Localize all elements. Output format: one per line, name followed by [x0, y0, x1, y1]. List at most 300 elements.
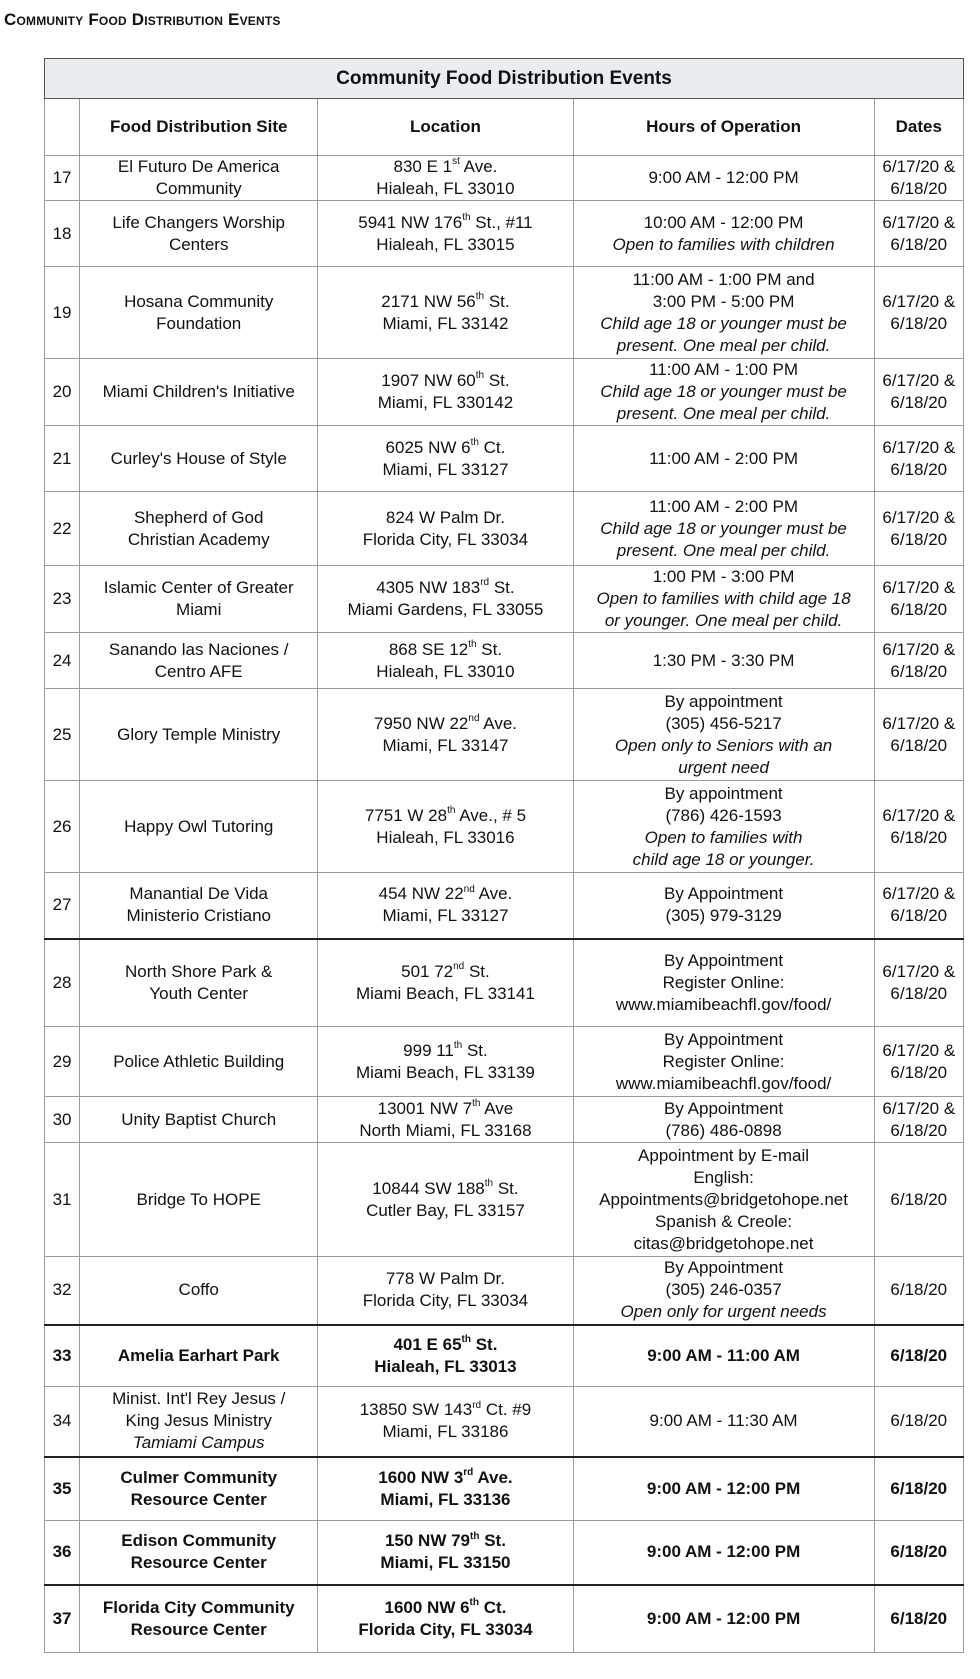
site-cell [80, 873, 318, 939]
site-name-line: Happy Owl Tutoring [124, 816, 274, 836]
address-street: 501 72 [401, 961, 454, 981]
site-name-line: El Futuro De America [117, 157, 280, 176]
table-row [45, 1097, 964, 1143]
date-line: 6/17/20 & [882, 639, 956, 659]
address-line [320, 291, 570, 313]
address-line [320, 713, 570, 735]
hours-line: 3:00 PM - 5:00 PM [652, 291, 795, 311]
address-line [320, 1268, 570, 1290]
hours-line: By appointment [664, 691, 783, 711]
site-cell [80, 1457, 318, 1521]
table-row [45, 939, 964, 1027]
hours-cell [573, 1325, 874, 1387]
site-name-line: Curley's House of Style [110, 448, 287, 468]
address-street-rest: St. [479, 1531, 506, 1551]
hours-line: 11:00 AM - 2:00 PM [649, 448, 799, 468]
hours-line: 10:00 AM - 12:00 PM [643, 212, 804, 232]
location-cell [318, 426, 573, 492]
table-body [45, 156, 964, 1653]
ordinal-suffix: th [447, 804, 456, 816]
row-number: 31 [45, 1143, 80, 1257]
address-city: Hialeah, FL 33016 [376, 827, 515, 847]
hours-line: By Appointment [664, 1098, 784, 1118]
hours-cell [573, 1143, 874, 1257]
address-street: 830 E 1 [393, 157, 453, 176]
row-number: 24 [45, 633, 80, 689]
hours-cell [573, 1387, 874, 1457]
ordinal-suffix: rd [480, 577, 490, 589]
table-row [45, 359, 964, 426]
hours-line: Open to families with children [612, 234, 835, 254]
row-number: 27 [45, 873, 80, 939]
site-cell [80, 689, 318, 781]
site-name-line: Sanando las Naciones / [108, 639, 289, 659]
date-line: 6/17/20 & [882, 291, 956, 311]
address-street-rest: Ave. [479, 713, 518, 733]
date-line: 6/18/20 [890, 529, 948, 549]
site-name-line: Centers [168, 234, 229, 254]
address-city: Miami, FL 33147 [382, 735, 509, 755]
address-city: Florida City, FL 33034 [362, 1291, 529, 1311]
hours-cell [573, 633, 874, 689]
site-name-line: Edison Community [121, 1531, 277, 1551]
dates-cell [874, 1325, 963, 1387]
dates-cell [874, 1521, 963, 1585]
site-name-line: Glory Temple Ministry [117, 724, 281, 744]
table-title: Community Food Distribution Events [45, 59, 964, 99]
hours-cell [573, 426, 874, 492]
table-row [45, 1325, 964, 1387]
row-number: 37 [45, 1585, 80, 1653]
dates-cell [874, 492, 963, 566]
hours-cell [573, 1457, 874, 1521]
dates-cell [874, 939, 963, 1027]
date-line: 6/18/20 [890, 661, 948, 681]
site-name-line: Youth Center [149, 983, 249, 1003]
date-line: 6/17/20 & [882, 713, 956, 733]
table-row [45, 1257, 964, 1325]
row-number: 22 [45, 492, 80, 566]
ordinal-suffix: th [468, 638, 477, 650]
table-row [45, 1585, 964, 1653]
address-city: Hialeah, FL 33010 [376, 661, 515, 681]
address-street-rest: Ave. [459, 157, 498, 176]
ordinal-suffix: th [484, 1177, 494, 1189]
hours-line: 9:00 AM - 11:00 AM [647, 1345, 800, 1365]
site-cell [80, 1585, 318, 1653]
address-street: 13850 SW 143 [359, 1400, 473, 1420]
address-city: Miami Beach, FL 33141 [355, 983, 535, 1003]
row-number: 33 [45, 1325, 80, 1387]
site-cell [80, 1325, 318, 1387]
site-name-line: Hosana Community [124, 291, 274, 311]
row-number: 23 [45, 566, 80, 633]
hours-line: (786) 486-0898 [665, 1120, 782, 1140]
row-number: 35 [45, 1457, 80, 1521]
hours-cell [573, 201, 874, 267]
date-line: 6/17/20 & [882, 1040, 956, 1060]
ordinal-suffix: th [470, 1530, 480, 1542]
site-cell [80, 1387, 318, 1457]
location-cell [318, 201, 573, 267]
dates-cell [874, 426, 963, 492]
hours-cell [573, 1257, 874, 1325]
row-number: 18 [45, 201, 80, 267]
col-header-dates: Dates [874, 99, 963, 156]
site-name-line: Resource Center [130, 1619, 267, 1639]
site-name-line: Centro AFE [154, 661, 243, 681]
dates-cell [874, 201, 963, 267]
site-name-line: Unity Baptist Church [121, 1109, 277, 1129]
row-number: 28 [45, 939, 80, 1027]
hours-line: Register Online: [662, 1051, 785, 1071]
date-line: 6/18/20 [890, 1280, 948, 1300]
site-cell [80, 1027, 318, 1097]
hours-line: Register Online: [662, 972, 785, 992]
address-street-rest: St. [484, 371, 510, 390]
hours-line: 9:00 AM - 12:00 PM [646, 1478, 801, 1498]
address-line [320, 1040, 570, 1062]
address-street: 150 NW 79 [384, 1531, 471, 1551]
hours-line: www.miamibeachfl.gov/food/ [615, 1073, 832, 1093]
address-city: Miami, FL 33136 [380, 1489, 511, 1509]
address-street-rest: St. [489, 578, 515, 597]
hours-cell [573, 939, 874, 1027]
location-cell [318, 1521, 573, 1585]
dates-cell [874, 1257, 963, 1325]
table-row [45, 201, 964, 267]
address-street: 824 W Palm Dr. [385, 507, 505, 527]
address-street: 4305 NW 183 [376, 578, 481, 597]
hours-cell [573, 1585, 874, 1653]
hours-line: or younger. One meal per child. [604, 611, 843, 630]
address-street-rest: Ct. #9 [481, 1400, 532, 1420]
date-line: 6/18/20 [890, 1189, 948, 1209]
location-cell [318, 1457, 573, 1521]
address-street: 868 SE 12 [388, 639, 469, 659]
address-city: Miami Gardens, FL 33055 [347, 600, 544, 619]
address-line [320, 156, 570, 178]
address-line [320, 437, 570, 459]
site-name-line: Resource Center [130, 1553, 267, 1573]
hours-line: 9:00 AM - 12:00 PM [646, 1542, 801, 1562]
table-row [45, 156, 964, 201]
table-row [45, 1457, 964, 1521]
date-line: 6/17/20 & [882, 578, 956, 597]
site-name-line: Miami [176, 600, 222, 619]
site-cell [80, 633, 318, 689]
address-line [320, 639, 570, 661]
hours-line: English: [693, 1167, 754, 1187]
row-number: 26 [45, 781, 80, 873]
table-row [45, 426, 964, 492]
address-line [320, 1334, 570, 1356]
site-cell [80, 201, 318, 267]
date-line: 6/18/20 [890, 1120, 948, 1140]
location-cell [318, 939, 573, 1027]
site-name-line: Bridge To HOPE [136, 1189, 261, 1209]
table-row [45, 781, 964, 873]
date-line: 6/18/20 [890, 1542, 948, 1562]
site-cell [80, 939, 318, 1027]
col-header-location: Location [318, 99, 573, 156]
address-street-rest: Ave., # 5 [455, 805, 527, 825]
date-line: 6/18/20 [890, 179, 948, 198]
site-name-line: Community [155, 179, 242, 198]
hours-line: 11:00 AM - 2:00 PM [649, 496, 799, 516]
address-street-rest: St., #11 [470, 212, 533, 232]
dates-cell [874, 156, 963, 201]
date-line: 6/18/20 [890, 827, 948, 847]
hours-line: (305) 246-0357 [665, 1280, 782, 1300]
site-name-line: Culmer Community [120, 1467, 278, 1487]
hours-line: urgent need [678, 757, 769, 777]
location-cell [318, 781, 573, 873]
date-line: 6/17/20 & [882, 884, 956, 904]
address-street: 6025 NW 6 [385, 437, 471, 457]
hours-line: Open only for urgent needs [620, 1302, 827, 1322]
col-header-hours: Hours of Operation [573, 99, 874, 156]
site-cell [80, 359, 318, 426]
hours-line: Open to families with [644, 827, 803, 847]
site-name-line: North Shore Park & [125, 961, 273, 981]
site-cell [80, 492, 318, 566]
address-street-rest: St. [462, 1040, 488, 1060]
address-line [320, 1098, 570, 1120]
date-line: 6/17/20 & [882, 1098, 956, 1118]
date-line: 6/18/20 [890, 393, 948, 412]
site-name-line: Coffo [178, 1280, 219, 1300]
site-name-line: Minist. Int'l Rey Jesus / [112, 1389, 286, 1409]
date-line: 6/18/20 [890, 1062, 948, 1082]
location-cell [318, 1325, 573, 1387]
address-street-rest: St. [464, 961, 490, 981]
address-street: 1907 NW 60 [381, 371, 476, 390]
location-cell [318, 1143, 573, 1257]
dates-cell [874, 1143, 963, 1257]
address-city: Miami, FL 33150 [380, 1553, 511, 1573]
ordinal-suffix: th [461, 1334, 471, 1346]
hours-line: 11:00 AM - 1:00 PM and [632, 269, 815, 289]
hours-cell [573, 689, 874, 781]
table-row [45, 492, 964, 566]
date-line: 6/18/20 [890, 906, 948, 926]
ordinal-suffix: th [470, 436, 479, 448]
hours-line: (786) 426-1593 [665, 805, 782, 825]
address-line [320, 1178, 570, 1200]
address-street: 401 E 65 [393, 1334, 462, 1354]
hours-cell [573, 267, 874, 359]
address-city: Florida City, FL 33034 [358, 1619, 533, 1639]
address-city: Hialeah, FL 33013 [374, 1356, 517, 1376]
site-cell [80, 156, 318, 201]
address-city: Florida City, FL 33034 [362, 529, 529, 549]
site-name-line: Miami Children's Initiative [102, 382, 295, 401]
address-street: 7950 NW 22 [373, 713, 469, 733]
events-table [44, 58, 964, 1653]
hours-cell [573, 1027, 874, 1097]
table-row [45, 873, 964, 939]
address-street-rest: St. [470, 1334, 498, 1354]
location-cell [318, 1387, 573, 1457]
table-row [45, 1027, 964, 1097]
hours-line: (305) 979-3129 [665, 906, 782, 926]
hours-line: present. One meal per child. [616, 404, 831, 423]
address-line [320, 1597, 570, 1619]
date-line: 6/18/20 [890, 459, 948, 479]
date-line: 6/18/20 [890, 313, 948, 333]
hours-line: By Appointment [664, 1258, 784, 1278]
address-city: Miami, FL 33127 [382, 459, 509, 479]
ordinal-suffix: nd [453, 961, 465, 973]
date-line: 6/18/20 [890, 1608, 948, 1628]
address-line [320, 212, 570, 234]
date-line: 6/18/20 [890, 1411, 948, 1431]
site-cell [80, 781, 318, 873]
col-header-site: Food Distribution Site [80, 99, 318, 156]
site-name-line: Foundation [156, 313, 242, 333]
hours-line: citas@bridgetohope.net [633, 1233, 814, 1253]
date-line: 6/18/20 [890, 234, 948, 254]
ordinal-suffix: th [472, 1097, 481, 1109]
address-street: 454 NW 22 [378, 884, 464, 904]
site-name-line: Tamiami Campus [132, 1433, 265, 1453]
location-cell [318, 156, 573, 201]
address-city: Miami, FL 33127 [382, 906, 509, 926]
date-line: 6/18/20 [890, 735, 948, 755]
row-number: 20 [45, 359, 80, 426]
row-number: 21 [45, 426, 80, 492]
dates-cell [874, 781, 963, 873]
hours-line: Open only to Seniors with an [614, 735, 833, 755]
header-row [45, 99, 964, 156]
address-city: North Miami, FL 33168 [359, 1120, 532, 1140]
dates-cell [874, 267, 963, 359]
hours-line: 9:00 AM - 12:00 PM [646, 1608, 801, 1628]
address-city: Cutler Bay, FL 33157 [366, 1200, 525, 1220]
hours-line: By Appointment [664, 1029, 784, 1049]
dates-cell [874, 873, 963, 939]
ordinal-suffix: rd [472, 1399, 482, 1411]
address-street: 1600 NW 3 [378, 1467, 464, 1487]
address-street: 999 11 [403, 1040, 454, 1060]
site-cell [80, 1143, 318, 1257]
ordinal-suffix: th [475, 370, 485, 382]
hours-line: 11:00 AM - 1:00 PM [649, 360, 799, 379]
table-row [45, 689, 964, 781]
dates-cell [874, 689, 963, 781]
site-name-line: Florida City Community [102, 1597, 295, 1617]
row-number: 17 [45, 156, 80, 201]
site-name-line: Amelia Earhart Park [117, 1345, 280, 1365]
hours-line: Spanish & Creole: [655, 1211, 793, 1231]
address-line [320, 883, 570, 905]
address-line [320, 370, 570, 392]
address-city: Miami, FL 33186 [382, 1422, 509, 1442]
site-cell [80, 267, 318, 359]
date-line: 6/17/20 & [882, 805, 956, 825]
row-number: 34 [45, 1387, 80, 1457]
address-city: Hialeah, FL 33015 [376, 234, 515, 254]
site-name-line: Christian Academy [127, 529, 270, 549]
address-street: 2171 NW 56 [381, 291, 476, 311]
address-street: 1600 NW 6 [384, 1597, 470, 1617]
address-line [320, 1530, 570, 1552]
date-line: 6/18/20 [890, 983, 948, 1003]
address-street-rest: St. [476, 639, 503, 659]
address-street: 7751 W 28 [364, 805, 448, 825]
hours-line: 1:00 PM - 3:00 PM [652, 567, 795, 586]
date-line: 6/17/20 & [882, 212, 956, 232]
hours-line: present. One meal per child. [616, 335, 831, 355]
dates-cell [874, 633, 963, 689]
address-street: 10844 SW 188 [372, 1178, 485, 1198]
hours-line: By Appointment [664, 950, 784, 970]
ordinal-suffix: nd [468, 712, 480, 724]
address-street-rest: Ave. [474, 884, 513, 904]
dates-cell [874, 1387, 963, 1457]
table-row [45, 633, 964, 689]
address-street-rest: St. [493, 1178, 519, 1198]
address-line [320, 1467, 570, 1489]
address-city: Miami, FL 330142 [377, 393, 514, 412]
hours-cell [573, 156, 874, 201]
ordinal-suffix: th [462, 211, 471, 223]
address-street-rest: Ave. [473, 1467, 513, 1487]
address-line [320, 1399, 570, 1421]
hours-line: Open to families with child age 18 [596, 589, 851, 608]
site-name-line: Police Athletic Building [113, 1051, 285, 1071]
location-cell [318, 1585, 573, 1653]
site-cell [80, 426, 318, 492]
hours-cell [573, 1097, 874, 1143]
date-line: 6/17/20 & [882, 437, 956, 457]
dates-cell [874, 1097, 963, 1143]
hours-line: 9:00 AM - 12:00 PM [648, 168, 799, 187]
hours-line: Appointment by E-mail [638, 1145, 810, 1165]
dates-cell [874, 1027, 963, 1097]
address-street-rest: Ct. [479, 1597, 507, 1617]
ordinal-suffix: st [452, 156, 460, 168]
row-number: 29 [45, 1027, 80, 1097]
location-cell [318, 1257, 573, 1325]
address-street: 13001 NW 7 [377, 1098, 473, 1118]
address-city: Miami Beach, FL 33139 [355, 1062, 535, 1082]
site-name-line: King Jesus Ministry [125, 1411, 272, 1431]
table-row [45, 1143, 964, 1257]
date-line: 6/17/20 & [882, 157, 956, 176]
location-cell [318, 566, 573, 633]
site-name-line: Shepherd of God [133, 507, 264, 527]
dates-cell [874, 566, 963, 633]
date-line: 6/18/20 [890, 1478, 948, 1498]
ordinal-suffix: rd [463, 1467, 474, 1479]
row-number: 36 [45, 1521, 80, 1585]
row-number: 32 [45, 1257, 80, 1325]
hours-line: By Appointment [664, 884, 784, 904]
site-name-line: Manantial De Vida [129, 884, 269, 904]
row-number: 19 [45, 267, 80, 359]
hours-line: (305) 456-5217 [665, 713, 782, 733]
address-street: 778 W Palm Dr. [385, 1269, 505, 1289]
site-name-line: Resource Center [130, 1489, 267, 1509]
date-line: 6/18/20 [890, 1345, 948, 1365]
row-number: 30 [45, 1097, 80, 1143]
site-name-line: Islamic Center of Greater [103, 578, 294, 597]
site-cell [80, 1521, 318, 1585]
address-street-rest: St. [484, 291, 510, 311]
col-header-number [45, 99, 80, 156]
